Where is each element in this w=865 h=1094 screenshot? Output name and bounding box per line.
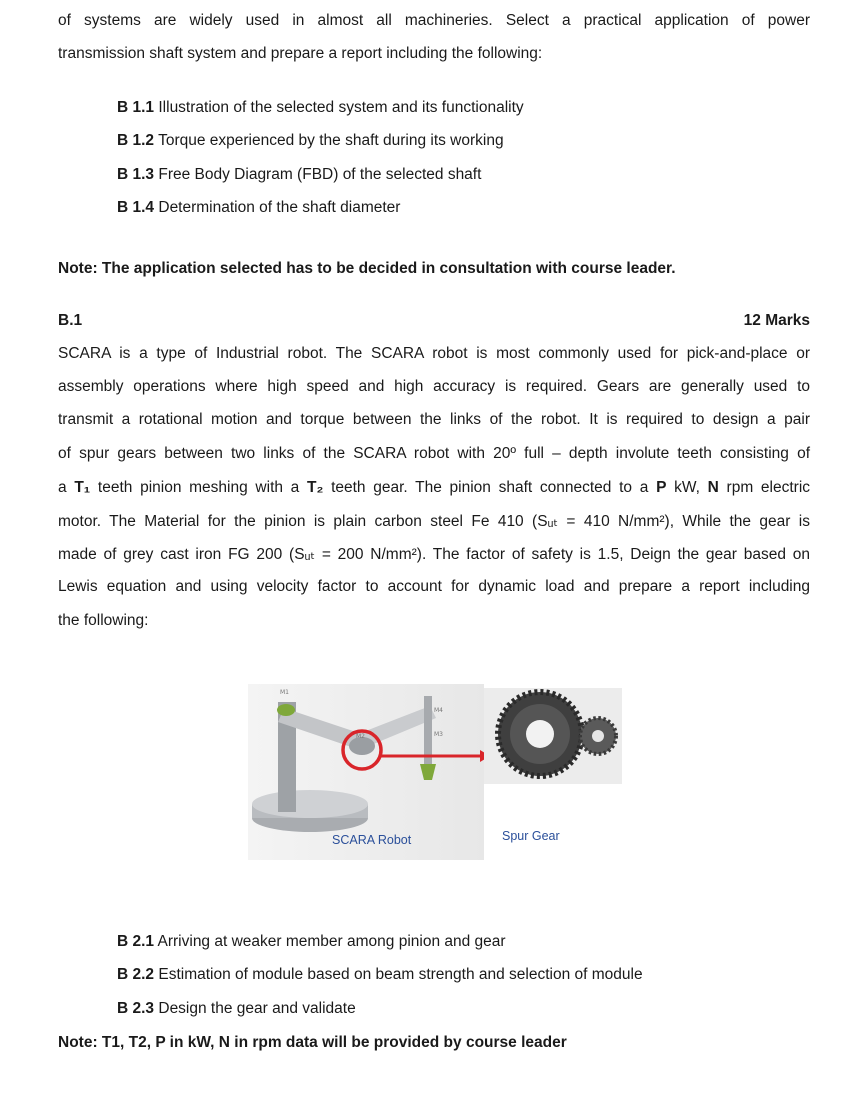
section-header [58,312,810,330]
intro-line-1: of systems are widely used in almost all machineries. Select a practical application of power [58,12,810,29]
item-text: Design the gear and validate [154,1000,356,1017]
text-run: rpm electric [718,479,811,496]
item-code: B 2.1 [117,933,155,950]
item-text: Arriving at weaker member among pinion and gear [154,933,506,950]
item-code: B 1.2 [117,132,155,149]
item-text: Determination of the shaft diameter [154,199,401,216]
var-p: P [656,479,667,496]
text-run: teeth gear. The pinion shaft connected to a [323,479,657,496]
caption-scara: SCARA Robot [332,833,412,847]
body-line-6: motor. The Material for the pinion is plain carbon steel Fe 410 (Sᵤₜ = 410 N/mm²), While the gear is [58,513,810,530]
list-item [117,199,400,217]
item-code: B 2.3 [117,1000,155,1017]
label-m4: M4 [434,707,443,714]
robot-base-face [252,790,368,818]
pinion-bore [592,730,604,742]
list-item [117,966,643,984]
item-code: B 1.1 [117,99,155,116]
section-marks: 12 Marks [743,312,810,329]
body-line-8: Lewis equation and using velocity factor to account for dynamic load and prepare a report including [58,578,810,595]
list-item [117,166,481,184]
list-item [117,933,506,951]
text-run: kW, [666,479,708,496]
intro-line-2: transmission shaft system and prepare a report including the following: [58,45,543,62]
item-code: B 2.2 [117,966,155,983]
note-data-provided: Note: T1, T2, P in kW, N in rpm data will be provided by course leader [58,1034,567,1051]
label-m1: M1 [280,689,289,696]
body-line-1: SCARA is a type of Industrial robot. The SCARA robot is most commonly used for pick-and-place or [58,345,810,362]
item-text: Illustration of the selected system and its functionality [154,99,524,116]
body-line-9: the following: [58,612,149,629]
list-item [117,132,504,150]
text-run: a [58,479,75,496]
section-label: B.1 [58,312,83,329]
large-gear-bore [526,720,554,748]
item-code: B 1.4 [117,199,155,216]
scara-spur-gear-figure [248,684,624,860]
var-t2: T₂ [307,479,324,496]
item-text: Estimation of module based on beam strength and selection of module [154,966,643,983]
text-run: teeth pinion meshing with a [90,479,308,496]
item-code: B 1.3 [117,166,155,183]
body-line-4: of spur gears between two links of the SCARA robot with 20º full – depth involute teeth consisting of [58,445,810,462]
note-consultation: Note: The application selected has to be decided in consultation with course leader. [58,260,676,277]
label-m3: M3 [434,731,443,738]
body-line-7: made of grey cast iron FG 200 (Sᵤₜ = 200 N/mm²). The factor of safety is 1.5, Deign the gear based on [58,546,810,563]
body-line-5 [58,479,810,497]
item-text: Torque experienced by the shaft during its working [154,132,504,149]
var-n: N [707,479,719,496]
label-m2: M2 [356,733,365,740]
caption-spur-gear: Spur Gear [502,829,560,843]
body-line-3: transmit a rotational motion and torque between the links of the robot. It is required to design a pair [58,411,810,428]
list-item [117,1000,356,1018]
joint-m1-icon [277,704,295,716]
list-item [117,99,524,117]
item-text: Free Body Diagram (FBD) of the selected shaft [154,166,482,183]
body-line-2: assembly operations where high speed and high accuracy is required. Gears are generally used to [58,378,810,395]
var-t1: T₁ [74,479,91,496]
